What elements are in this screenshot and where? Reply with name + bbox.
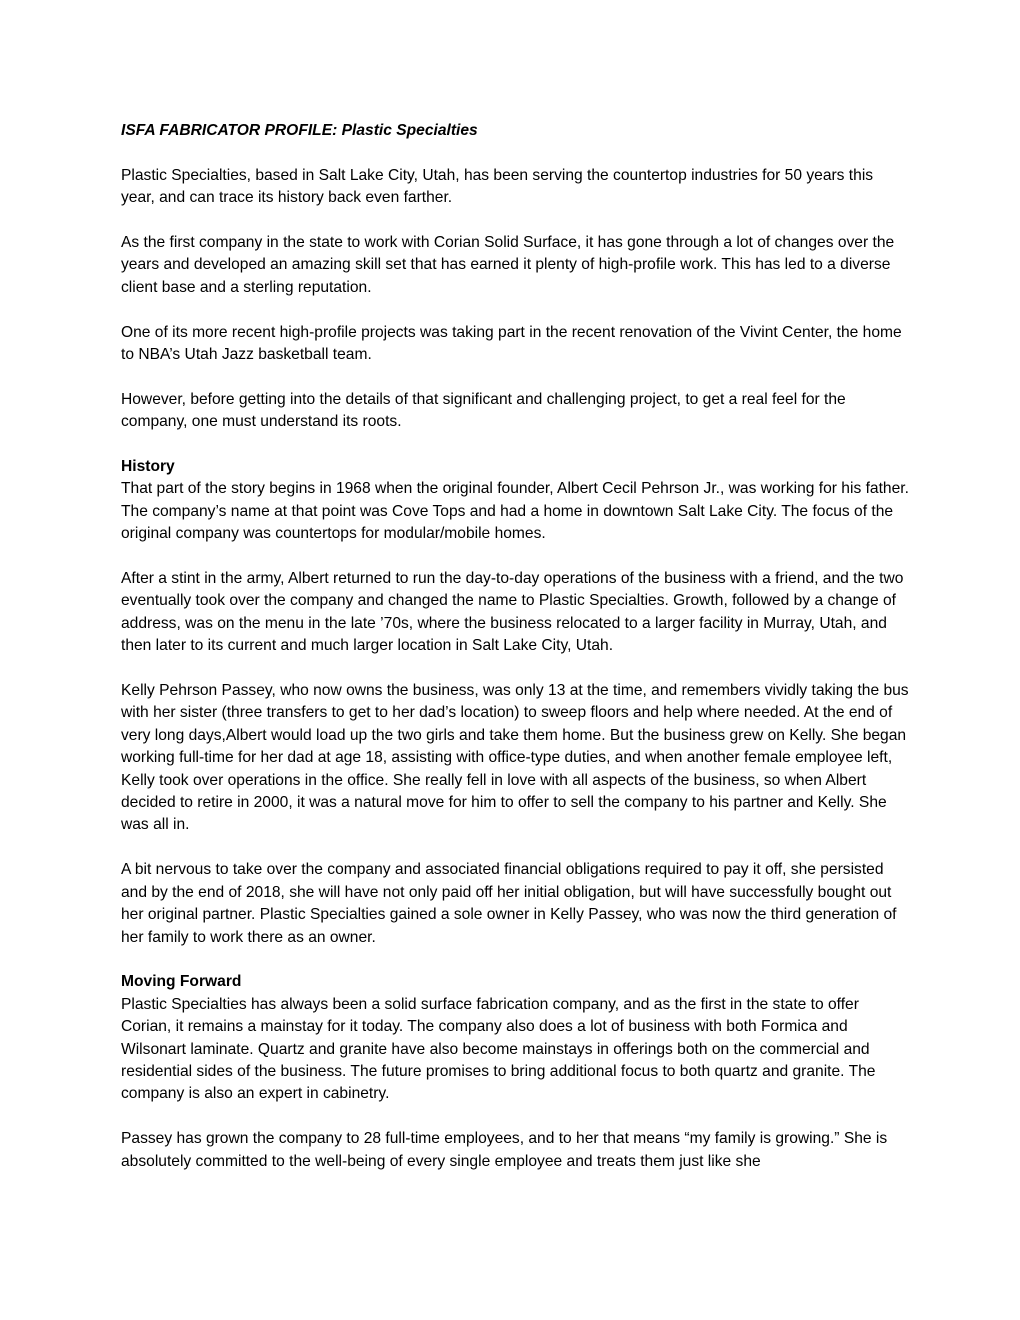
history-paragraph-3: Kelly Pehrson Passey, who now owns the business, was only 13 at the time, and remembers vividly taking the bus with her sister (three transfers to get to her dad’s location) to sweep floors and help where needed. At the end of very long days,Albert would load up the two girls and take them home. But the business grew on Kelly. She began working full-time for her dad at age 18, assisting with office-type duties, and when another female employee left, Kelly took over operations in the office. She really fell in love with all aspects of the business, so when Albert decided to retire in 2000, it was a natural move for him to offer to sell the company to his partner and Kelly. She was all in. [121, 682, 909, 834]
intro-paragraph-4: However, before getting into the details of that significant and challenging project, to get a real feel for the company, one must understand its roots. [121, 390, 846, 431]
history-paragraph-1: That part of the story begins in 1968 when the original founder, Albert Cecil Pehrson Jr., was working for his father. The company’s name at that point was Cove Tops and had a home in downtown Salt Lake City. The focus of the original company was countertops for modular/mobile homes. [121, 480, 909, 543]
history-paragraph-2: After a stint in the army, Albert returned to run the day-to-day operations of the business with a friend, and the two eventually took over the company and changed the name to Plastic Specialties. Growth, followed by a change of address, was on the menu in the late ’70s, where the business relocated to a larger facility in Murray, Utah, and then later to its current and much larger location in Salt Lake City, Utah. [121, 570, 904, 655]
history-heading: History [121, 458, 175, 476]
moving-forward-heading: Moving Forward [121, 973, 242, 991]
moving-forward-paragraph-1: Plastic Specialties has always been a solid surface fabrication company, and as the first in the state to offer Corian, it remains a mainstay for it today. The company also does a lot of business with both Formica and Wilsonart laminate. Quartz and granite have also become mainstays in offerings both on the commercial and residential sides of the business. The future promises to bring additional focus to both quartz and granite. The company is also an expert in cabinetry. [121, 995, 876, 1103]
document-page [121, 120, 911, 1173]
history-paragraph-4: A bit nervous to take over the company and associated financial obligations required to pay it off, she persisted and by the end of 2018, she will have not only paid off her initial obligation, but will have successfully bought out her original partner. Plastic Specialties gained a sole owner in Kelly Passey, who was now the third generation of her family to work there as an owner. [121, 861, 897, 946]
intro-paragraph-3: One of its more recent high-profile projects was taking part in the recent renovation of the Vivint Center, the home to NBA’s Utah Jazz basketball team. [121, 323, 902, 364]
document-title: ISFA FABRICATOR PROFILE: Plastic Specialties [121, 122, 478, 139]
intro-paragraph-2: As the first company in the state to work with Corian Solid Surface, it has gone through a lot of changes over the years and developed an amazing skill set that has earned it plenty of high-profile work. This has led to a diverse client base and a sterling reputation. [121, 234, 895, 296]
intro-paragraph-1: Plastic Specialties, based in Salt Lake City, Utah, has been serving the countertop industries for 50 years this year, and can trace its history back even farther. [121, 166, 874, 207]
moving-forward-paragraph-2: Passey has grown the company to 28 full-time employees, and to her that means “my family is growing.” She is absolutely committed to the well-being of every single employee and treats them just like she [121, 1130, 888, 1170]
